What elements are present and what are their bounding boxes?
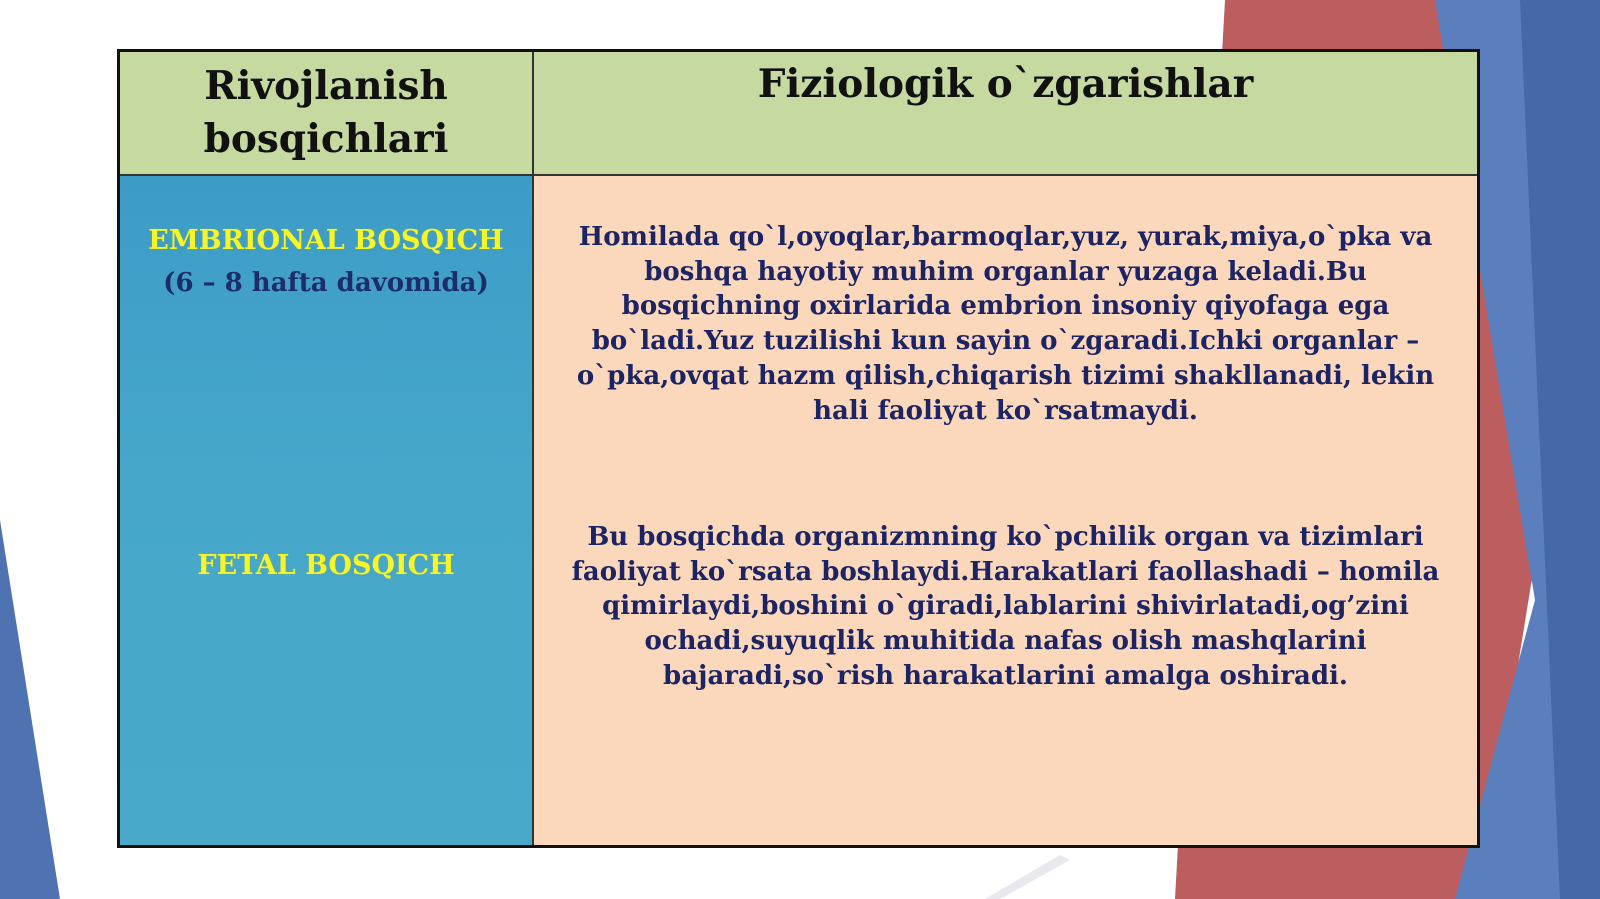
header-changes-label: Fiziologik o`zgarishlar bbox=[757, 61, 1254, 107]
bottom-light-stroke bbox=[985, 855, 1070, 899]
stages-table bbox=[117, 49, 1480, 848]
stage-embryonal-title: EMBRIONAL BOSQICH bbox=[148, 225, 504, 256]
embryonal-description: Homilada qo`l,oyoqlar,barmoqlar,yuz, yurak,miya,o`pka va boshqa hayotiy muhim organlar yuzaga keladi.Bu bosqichning oxirlarida embrion insoniy qiyofaga ega bo`ladi.Yuz tuzilishi kun sayin o`zgaradi.Ichki organlar – o`pka,ovqat hazm qilish,chiqarish tizimi shakllanadi, lekin hali faoliyat ko`rsatmaydi. bbox=[576, 222, 1435, 426]
stage-fetal-title: FETAL BOSQICH bbox=[197, 550, 455, 581]
changes-column bbox=[534, 176, 1477, 845]
header-cell-stages bbox=[120, 52, 534, 176]
stage-embryonal-duration: (6 – 8 hafta davomida) bbox=[163, 268, 489, 298]
left-blue-shape bbox=[0, 520, 60, 899]
header-cell-changes bbox=[534, 52, 1477, 176]
fetal-description: Bu bosqichda organizmning ko`pchilik organ va tizimlari faoliyat ko`rsata boshlaydi.Harakatlari faollashadi – homila qimirlaydi,boshini o`giradi,lablarini shivirlatadi,og’zini ochadi,suyuqlik muhitida nafas olish mashqlarini bajaradi,so`rish harakatlarini amalga oshiradi. bbox=[571, 522, 1440, 691]
stages-column bbox=[120, 176, 534, 845]
header-stages-label: Rivojlanish bosqichlari bbox=[203, 63, 449, 162]
